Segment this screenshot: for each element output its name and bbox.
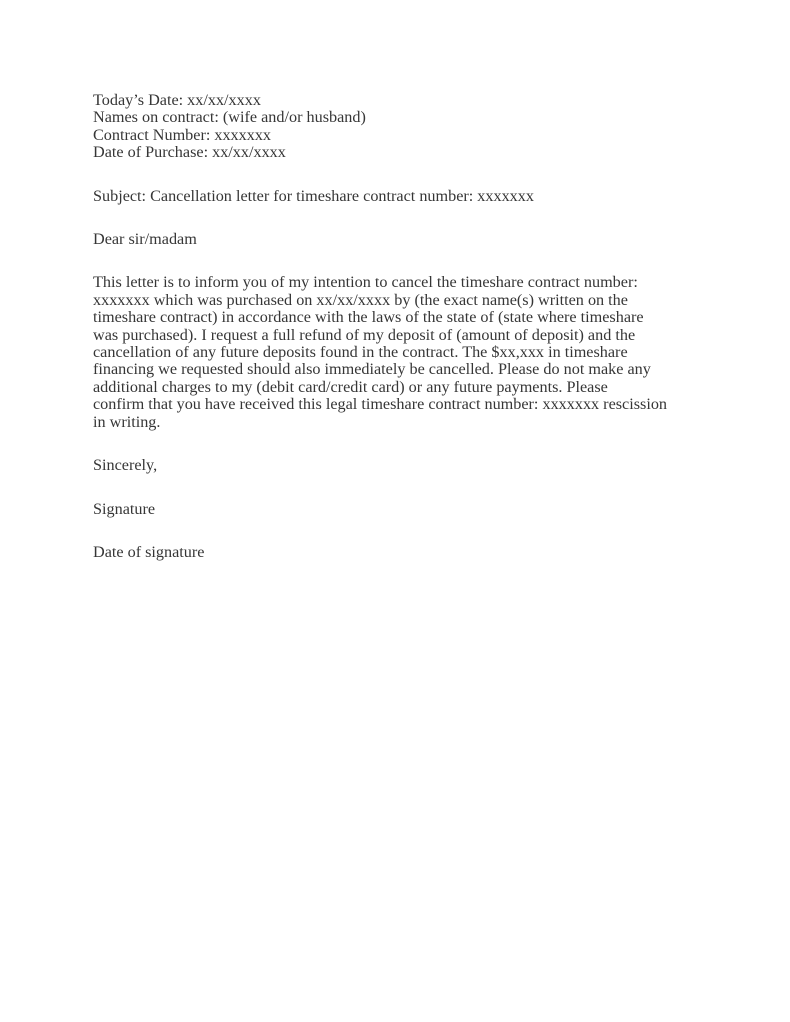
- spacer: [93, 431, 703, 457]
- signature-date: Date of signature: [93, 542, 205, 561]
- body-line: financing we requested should also immediately be cancelled. Please do not make any: [93, 360, 651, 379]
- todays-date: Today’s Date: xx/xx/xxxx: [93, 91, 261, 109]
- salutation-block: [93, 231, 703, 248]
- closing-block: [93, 457, 703, 474]
- letter-header: [93, 92, 703, 162]
- letter-page: [93, 92, 703, 561]
- body-line: timeshare contract) in accordance with the laws of the state of (state where timeshare: [93, 308, 644, 327]
- signature-date-block: [93, 544, 703, 561]
- salutation: Dear sir/madam: [93, 230, 197, 249]
- body-paragraph: [93, 274, 703, 431]
- body-line: in writing.: [93, 412, 161, 431]
- contract-number: Contract Number: xxxxxxx: [93, 125, 272, 144]
- date-of-purchase: Date of Purchase: xx/xx/xxxx: [93, 143, 286, 162]
- body-line: confirm that you have received this legal timeshare contract number: xxxxxxx rescission: [93, 395, 668, 414]
- closing: Sincerely,: [93, 456, 158, 475]
- spacer: [93, 475, 703, 501]
- body-line: xxxxxxx which was purchased on xx/xx/xxxx by (the exact name(s) written on the: [93, 290, 628, 309]
- spacer: [93, 518, 703, 544]
- signature: Signature: [93, 499, 156, 518]
- subject-line: Subject: Cancellation letter for timeshare contract number: xxxxxxx: [93, 186, 534, 205]
- spacer: [93, 248, 703, 274]
- body-line: was purchased). I request a full refund of my deposit of (amount of deposit) and the: [93, 325, 636, 344]
- body-line: This letter is to inform you of my intention to cancel the timeshare contract number:: [93, 273, 638, 292]
- body-line: additional charges to my (debit card/credit card) or any future payments. Please: [93, 377, 608, 396]
- body-line: cancellation of any future deposits found in the contract. The $xx,xxx in timeshare: [93, 343, 628, 362]
- spacer: [93, 205, 703, 231]
- names-on-contract: Names on contract: (wife and/or husband): [93, 108, 366, 127]
- subject-block: [93, 188, 703, 205]
- signature-block: [93, 501, 703, 518]
- spacer: [93, 162, 703, 188]
